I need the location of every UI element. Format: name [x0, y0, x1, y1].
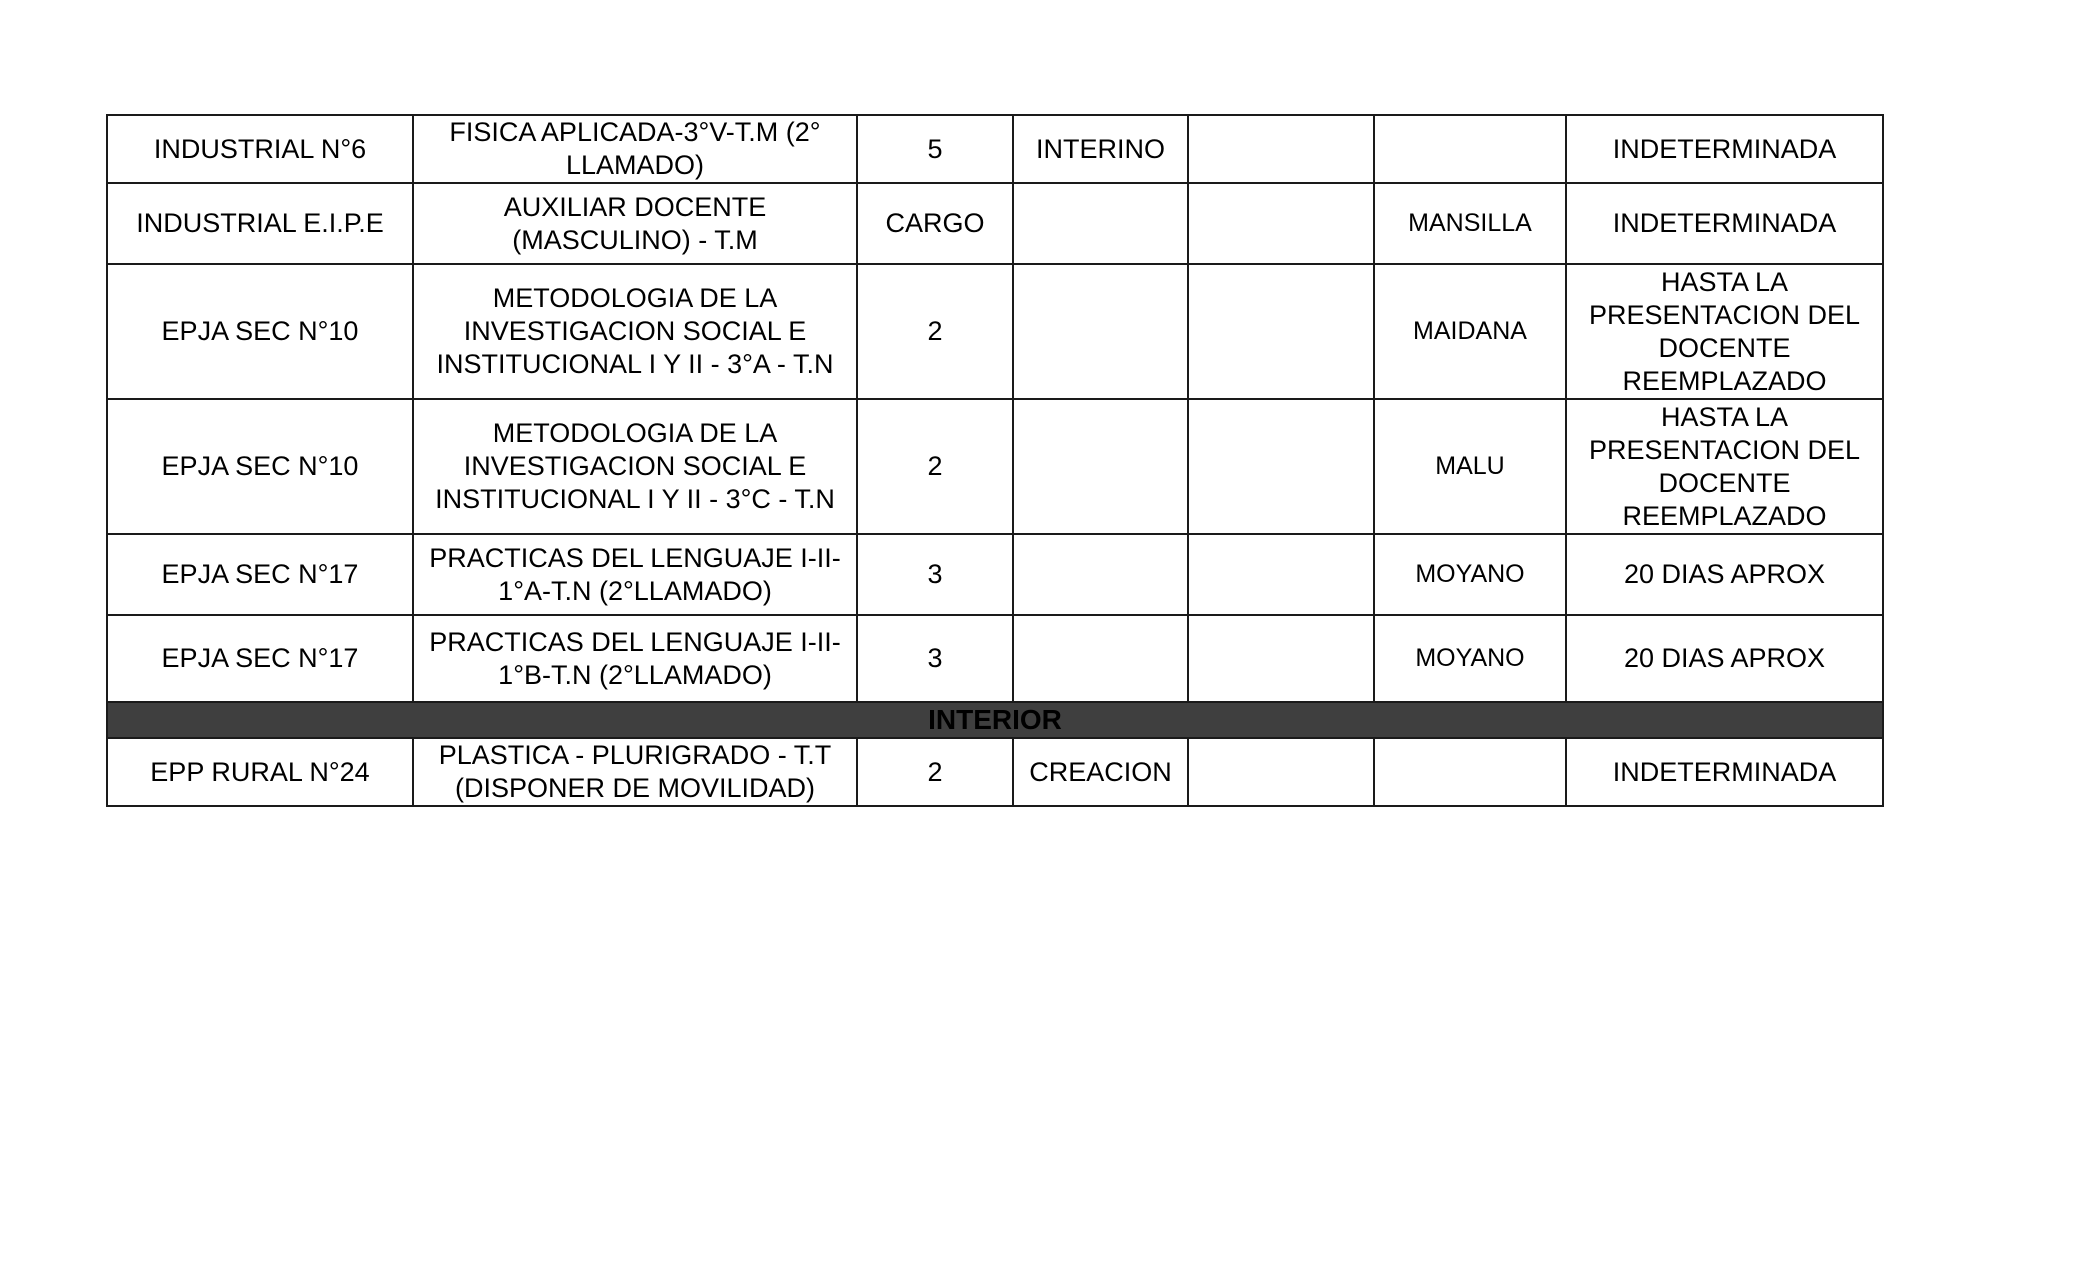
school-cell: INDUSTRIAL E.I.P.E: [107, 183, 413, 264]
subject-cell: FISICA APLICADA-3°V-T.M (2° LLAMADO): [413, 115, 857, 183]
table-row: [107, 738, 1883, 806]
status-cell: [1013, 264, 1188, 399]
status-cell: INTERINO: [1013, 115, 1188, 183]
replaced-teacher-cell: MAIDANA: [1374, 264, 1566, 399]
replaced-teacher-cell: [1374, 115, 1566, 183]
table-row: [107, 534, 1883, 615]
extra-cell: [1188, 534, 1374, 615]
school-cell: EPJA SEC N°10: [107, 399, 413, 534]
duration-cell: INDETERMINADA: [1566, 115, 1883, 183]
subject-cell: METODOLOGIA DE LA INVESTIGACION SOCIAL E INSTITUCIONAL I Y II - 3°A - T.N: [413, 264, 857, 399]
hours-cell: 3: [857, 615, 1013, 702]
table-row: [107, 615, 1883, 702]
replaced-teacher-cell: [1374, 738, 1566, 806]
replaced-teacher-cell: MANSILLA: [1374, 183, 1566, 264]
status-cell: [1013, 183, 1188, 264]
subject-cell: AUXILIAR DOCENTE (MASCULINO) - T.M: [413, 183, 857, 264]
school-cell: EPJA SEC N°17: [107, 615, 413, 702]
replaced-teacher-cell: MOYANO: [1374, 534, 1566, 615]
table-row: [107, 264, 1883, 399]
hours-cell: 5: [857, 115, 1013, 183]
extra-cell: [1188, 264, 1374, 399]
duration-cell: 20 DIAS APROX: [1566, 534, 1883, 615]
status-cell: [1013, 399, 1188, 534]
extra-cell: [1188, 399, 1374, 534]
replaced-teacher-cell: MOYANO: [1374, 615, 1566, 702]
status-cell: [1013, 534, 1188, 615]
duration-cell: 20 DIAS APROX: [1566, 615, 1883, 702]
extra-cell: [1188, 738, 1374, 806]
duration-cell: HASTA LA PRESENTACION DEL DOCENTE REEMPLAZADO: [1566, 264, 1883, 399]
hours-cell: 2: [857, 738, 1013, 806]
vacancies-table: [106, 114, 1884, 807]
hours-cell: CARGO: [857, 183, 1013, 264]
duration-cell: INDETERMINADA: [1566, 738, 1883, 806]
subject-cell: PLASTICA - PLURIGRADO - T.T (DISPONER DE MOVILIDAD): [413, 738, 857, 806]
hours-cell: 2: [857, 264, 1013, 399]
section-header-row: [107, 702, 1883, 738]
hours-cell: 2: [857, 399, 1013, 534]
table-row: [107, 399, 1883, 534]
school-cell: INDUSTRIAL N°6: [107, 115, 413, 183]
subject-cell: PRACTICAS DEL LENGUAJE I-II-1°A-T.N (2°LLAMADO): [413, 534, 857, 615]
school-cell: EPJA SEC N°17: [107, 534, 413, 615]
extra-cell: [1188, 615, 1374, 702]
table-row: [107, 183, 1883, 264]
extra-cell: [1188, 115, 1374, 183]
hours-cell: 3: [857, 534, 1013, 615]
replaced-teacher-cell: MALU: [1374, 399, 1566, 534]
status-cell: [1013, 615, 1188, 702]
section-header-interior: INTERIOR: [107, 702, 1883, 738]
subject-cell: PRACTICAS DEL LENGUAJE I-II-1°B-T.N (2°LLAMADO): [413, 615, 857, 702]
extra-cell: [1188, 183, 1374, 264]
school-cell: EPP RURAL N°24: [107, 738, 413, 806]
subject-cell: METODOLOGIA DE LA INVESTIGACION SOCIAL E INSTITUCIONAL I Y II - 3°C - T.N: [413, 399, 857, 534]
duration-cell: INDETERMINADA: [1566, 183, 1883, 264]
duration-cell: HASTA LA PRESENTACION DEL DOCENTE REEMPLAZADO: [1566, 399, 1883, 534]
table-row: [107, 115, 1883, 183]
status-cell: CREACION: [1013, 738, 1188, 806]
school-cell: EPJA SEC N°10: [107, 264, 413, 399]
